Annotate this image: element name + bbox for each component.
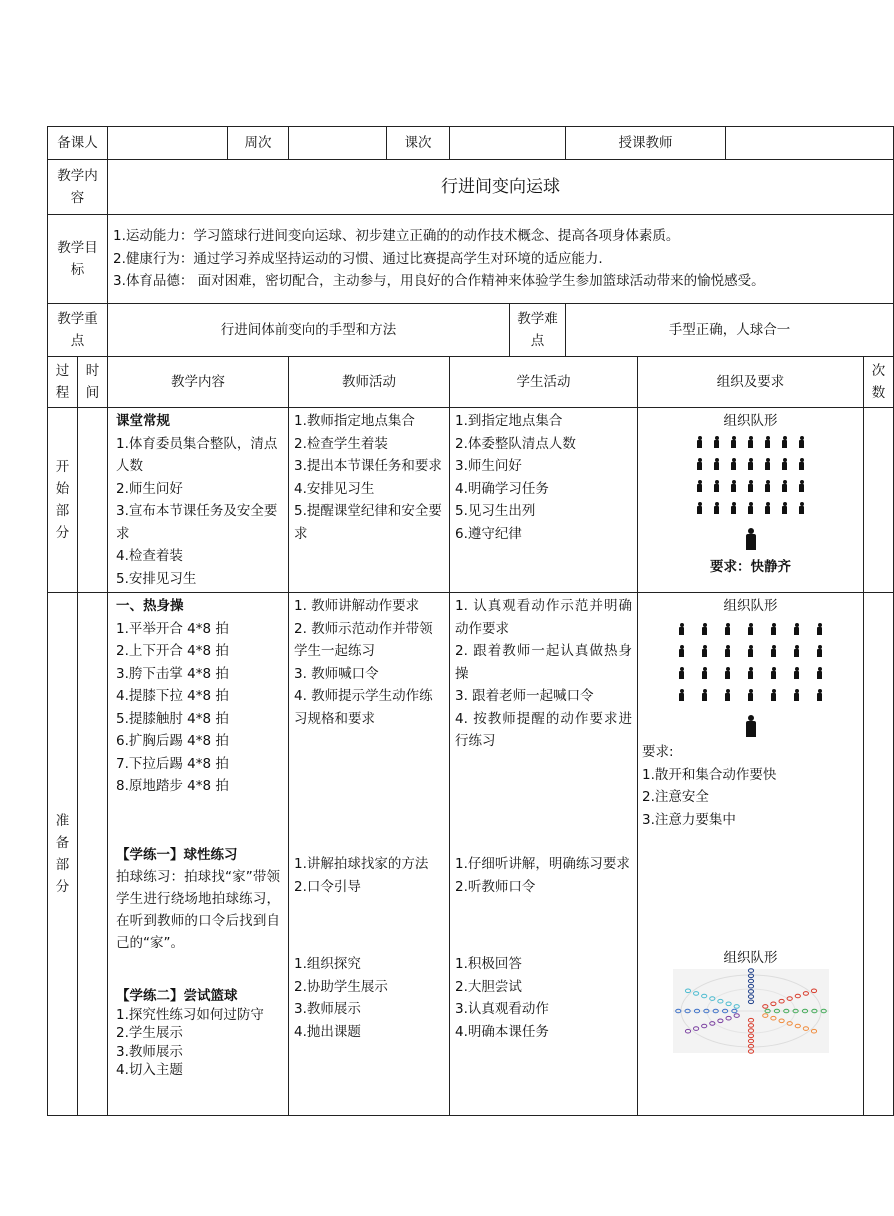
drill2-student-item: 4.明确本课任务 — [455, 1023, 549, 1040]
drill1-teacher-item: 2.口令引导 — [294, 878, 361, 895]
drill2-title-text: 尝试篮球 — [183, 987, 238, 1004]
drill2-student-item: 3.认真观看动作 — [455, 1001, 549, 1017]
drill2-item: 3.教师展示 — [116, 1043, 183, 1060]
start-content-title: 课堂常规 — [116, 413, 170, 429]
start-student-item: 3.师生问好 — [455, 458, 522, 474]
drill1-title — [116, 844, 280, 866]
warmup-item: 6.扩胸后踢 4*8 拍 — [116, 733, 229, 749]
teacher-label: 授课教师 — [566, 127, 726, 160]
start-content-item: 1.体育委员集合整队，清点人数 — [116, 435, 278, 474]
content-label: 教学内容 — [48, 160, 108, 215]
teacher-value — [726, 127, 894, 160]
prep-label-text: 准备部分 — [55, 813, 70, 895]
start-student-item: 4.明确学习任务 — [455, 480, 549, 497]
key-points-value: 行进间体前变向的手型和方法 — [108, 304, 510, 357]
week-value — [289, 127, 387, 160]
start-count — [864, 408, 894, 593]
drill1-student-item: 1.仔细听讲解，明确练习要求 — [455, 856, 630, 872]
warmup-teacher-item: 2. 教师示范动作并带领学生一起练习 — [294, 620, 433, 659]
warmup-student-item: 3. 跟着老师一起喊口令 — [455, 688, 594, 704]
warmup-teacher-item: 1. 教师讲解动作要求 — [294, 598, 420, 614]
drill2-teacher-item: 2.协助学生展示 — [294, 978, 388, 995]
start-student — [450, 408, 638, 593]
drill2-teacher-item: 4.抛出课题 — [294, 1023, 361, 1040]
start-content-item: 5.安排见习生 — [116, 570, 197, 587]
start-content — [108, 408, 289, 593]
warmup-item: 3.胯下击掌 4*8 拍 — [116, 665, 229, 682]
warmup-teacher-item: 4. 教师提示学生动作练习规格和要求 — [294, 688, 433, 727]
formation-row — [670, 689, 831, 701]
formation-row — [691, 436, 810, 448]
start-student-item: 2.体委整队清点人数 — [455, 435, 576, 452]
start-student-item: 5.见习生出列 — [455, 503, 536, 519]
formation-row — [670, 623, 831, 635]
warmup-item: 2.上下开合 4*8 拍 — [116, 643, 229, 659]
drill1-bracket: 【学练一】 — [116, 846, 184, 863]
objective-item: 3.体育品德： 面对困难，密切配合，主动参与，用良好的合作精神来体验学生参加篮球活动带来的愉悦感受。 — [113, 273, 765, 290]
start-content-item: 3.宣布本节课任务及安全要求 — [116, 503, 278, 542]
drill2-teacher-item: 3.教师展示 — [294, 1001, 361, 1017]
drill2-student-item: 2.大胆尝试 — [455, 978, 522, 995]
prep-org-req-label: 要求: — [642, 744, 674, 760]
prep-content — [108, 593, 289, 1116]
start-org-title: 组织队形 — [723, 413, 778, 429]
drill1-student-item: 2.听教师口令 — [455, 878, 536, 895]
col-content: 教学内容 — [108, 357, 289, 408]
formation-row — [670, 645, 831, 657]
warmup-item: 5.提膝触肘 4*8 拍 — [116, 710, 229, 727]
drill1-desc: 拍球练习：拍球找“家”带领学生进行绕场地拍球练习，在听到教师的口令后找到自己的“家”。 — [116, 868, 280, 951]
formation-row — [670, 667, 831, 679]
objective-item: 2.健康行为：通过学习养成坚持运动的习惯、通过比赛提高学生对环境的适应能力. — [113, 250, 603, 267]
formation-row — [691, 458, 810, 470]
drill2-item: 4.切入主题 — [116, 1062, 183, 1078]
objectives-list — [108, 215, 894, 304]
warmup-student-item: 4. 按教师提醒的动作要求进行练习 — [455, 710, 632, 749]
court-formation-image — [673, 969, 829, 1053]
col-count: 次数 — [864, 357, 894, 408]
preparer-value — [108, 127, 228, 160]
warmup-teacher-item: 3. 教师喊口令 — [294, 665, 379, 682]
start-teacher-item: 5.提醒课堂纪律和安全要求 — [294, 503, 442, 542]
start-content-item: 2.师生问好 — [116, 480, 183, 497]
start-teacher — [289, 408, 450, 593]
prep-org-req-item: 2.注意安全 — [642, 789, 709, 805]
formation-row — [691, 502, 810, 514]
warmup-title: 一、热身操 — [116, 598, 184, 614]
start-teacher-item: 2.检查学生着装 — [294, 435, 388, 452]
lesson-plan-table — [47, 126, 894, 1116]
start-student-item: 6.遵守纪律 — [455, 525, 522, 542]
start-student-item: 1.到指定地点集合 — [455, 413, 563, 429]
start-org-requirement: 要求：快静齐 — [710, 559, 791, 575]
preparer-label: 备课人 — [48, 127, 108, 160]
col-student: 学生活动 — [450, 357, 638, 408]
formation-row — [691, 480, 810, 492]
difficulty-label: 教学难点 — [510, 304, 566, 357]
col-time: 时间 — [78, 357, 108, 408]
lesson-label: 课次 — [387, 127, 450, 160]
prep-label — [48, 593, 78, 1116]
start-time — [78, 408, 108, 593]
warmup-item: 8.原地踏步 4*8 拍 — [116, 778, 229, 794]
start-teacher-item: 3.提出本节课任务和要求 — [294, 458, 442, 474]
warmup-item: 4.提膝下拉 4*8 拍 — [116, 688, 229, 704]
teacher-icon — [745, 528, 757, 550]
start-content-item: 4.检查着装 — [116, 548, 183, 564]
drill2-title — [116, 986, 280, 1006]
prep-student — [450, 593, 638, 1116]
drill2-bracket: 【学练二】 — [116, 987, 184, 1004]
lesson-value — [450, 127, 566, 160]
drill1-teacher-item: 1.讲解拍球找家的方法 — [294, 856, 429, 872]
drill2-item: 1.探究性练习如何过防守 — [116, 1006, 264, 1023]
col-teacher: 教师活动 — [289, 357, 450, 408]
week-label: 周次 — [228, 127, 289, 160]
teacher-icon — [745, 715, 757, 737]
start-label-text: 开始部分 — [55, 459, 70, 541]
warmup-item: 7.下拉后踢 4*8 拍 — [116, 755, 229, 772]
prep-org2-title: 组织队形 — [723, 950, 778, 966]
start-teacher-item: 1.教师指定地点集合 — [294, 413, 415, 429]
objective-item: 1.运动能力：学习篮球行进间变向运球、初步建立正确的的动作技术概念、提高各项身体素质。 — [113, 228, 680, 245]
col-organization: 组织及要求 — [638, 357, 864, 408]
formation-diagram-start — [642, 410, 859, 578]
content-value: 行进间变向运球 — [108, 160, 894, 215]
difficulty-value: 手型正确，人球合一 — [566, 304, 894, 357]
drill1-title-text: 球性练习 — [183, 846, 238, 863]
start-teacher-item: 4.安排见习生 — [294, 480, 375, 497]
prep-count — [864, 593, 894, 1116]
formation-diagram-court — [642, 947, 859, 1053]
drill2-teacher-item: 1.组织探究 — [294, 956, 361, 972]
prep-teacher — [289, 593, 450, 1116]
drill2-student-item: 1.积极回答 — [455, 956, 522, 972]
prep-org-title: 组织队形 — [723, 598, 778, 614]
start-label — [48, 408, 78, 593]
formation-diagram-prep — [642, 595, 859, 737]
start-organization — [638, 408, 864, 593]
prep-org-req-item: 1.散开和集合动作要快 — [642, 766, 777, 783]
key-points-label: 教学重点 — [48, 304, 108, 357]
warmup-student-item: 1. 认真观看动作示范并明确动作要求 — [455, 598, 632, 637]
warmup-item: 1.平举开合 4*8 拍 — [116, 620, 229, 637]
objectives-label: 教学目标 — [48, 215, 108, 304]
prep-organization — [638, 593, 864, 1116]
drill2-item: 2.学生展示 — [116, 1025, 183, 1041]
warmup-student-item: 2. 跟着教师一起认真做热身操 — [455, 643, 632, 682]
prep-org-req-item: 3.注意力要集中 — [642, 811, 736, 828]
col-process: 过程 — [48, 357, 78, 408]
prep-time — [78, 593, 108, 1116]
